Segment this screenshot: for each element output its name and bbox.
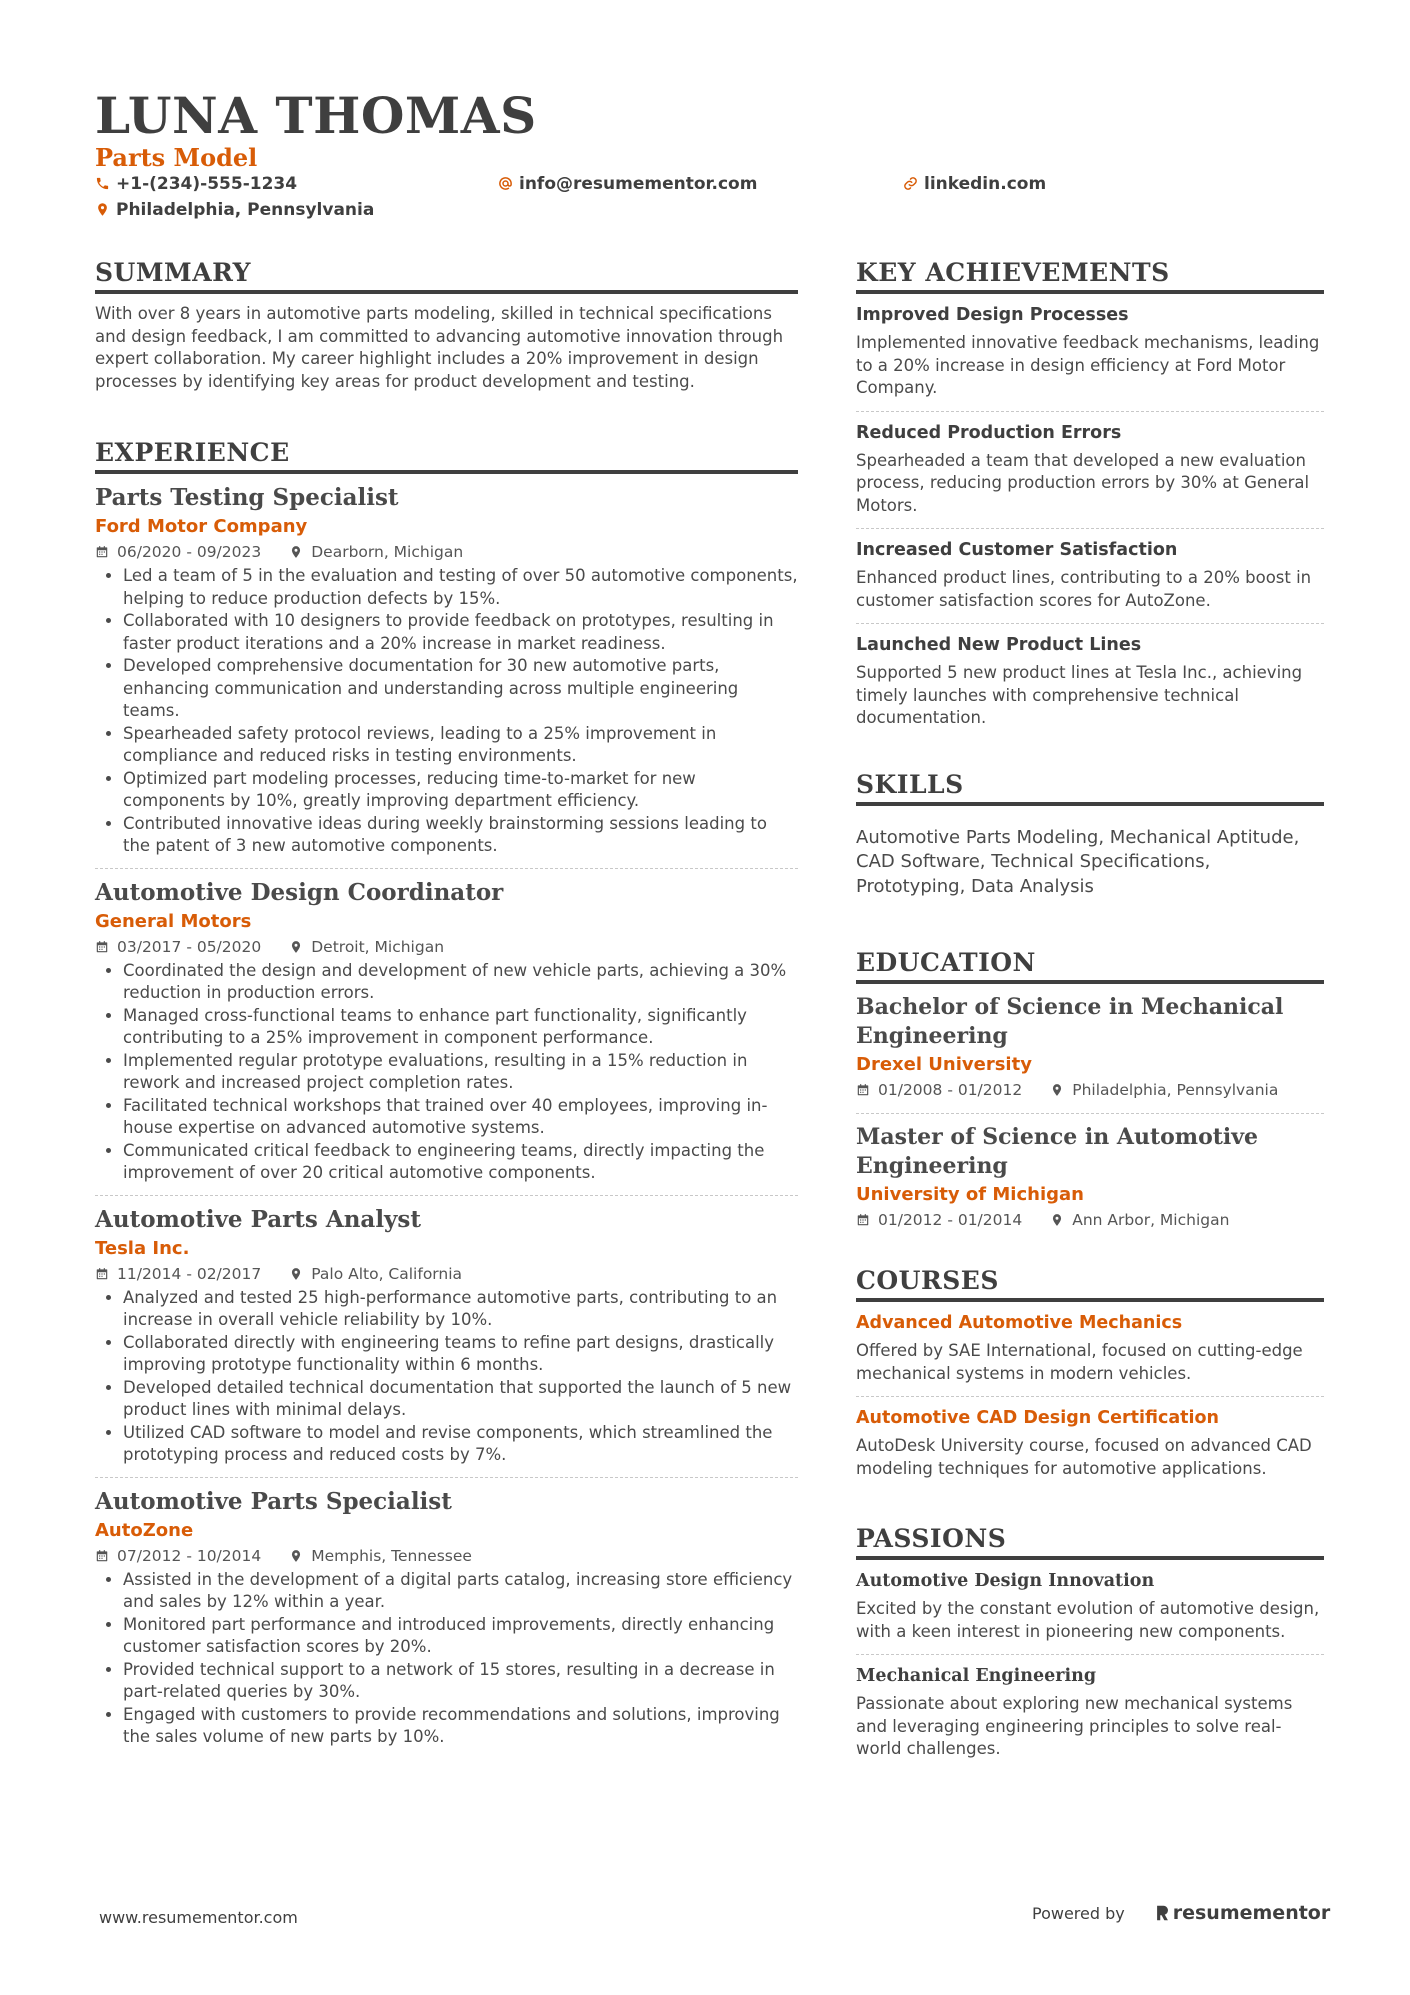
- resumementor-logo-icon: [1155, 1904, 1170, 1922]
- course-text: AutoDesk University course, focused on advanced CAD modeling techniques for automotive applications.: [856, 1436, 1312, 1478]
- achievement-item: [856, 529, 1324, 624]
- location: Memphis, Tennessee: [311, 1546, 472, 1565]
- skills-text: Automotive Parts Modeling, Mechanical Aptitude, CAD Software, Technical Specifications, Prototyping, Data Analysis: [856, 826, 1300, 897]
- experience-heading: EXPERIENCE: [95, 436, 798, 474]
- calendar-icon: [95, 940, 109, 954]
- education-heading: EDUCATION: [856, 946, 1324, 984]
- company-name: Ford Motor Company: [95, 516, 308, 537]
- location-pin-icon: [289, 545, 303, 559]
- job-bullet: • Collaborated directly with engineering teams to refine part designs, drastically improving prototype functionality within 6 months.: [123, 1332, 798, 1377]
- dates: 11/2014 - 02/2017: [117, 1264, 262, 1283]
- job-bullet: • Communicated critical feedback to engineering teams, directly impacting the improvement of over 20 critical automotive components.: [123, 1140, 798, 1185]
- location-pin-icon: [289, 940, 303, 954]
- job-bullet: • Implemented regular prototype evaluations, resulting in a 15% reduction in rework and increased project completion rates.: [123, 1050, 798, 1095]
- education-list: [856, 984, 1324, 1243]
- passions-heading: PASSIONS: [856, 1522, 1324, 1560]
- date-location: [856, 1209, 1324, 1231]
- dates: 03/2017 - 05/2020: [117, 937, 262, 956]
- skills-section: [856, 768, 1324, 900]
- company-name: AutoZone: [95, 1519, 194, 1541]
- courses-heading: COURSES: [856, 1264, 1324, 1302]
- passion-title: Mechanical Engineering: [856, 1666, 1097, 1686]
- achievements-section: [856, 256, 1324, 741]
- link-icon: [903, 176, 918, 191]
- footer-website[interactable]: www.resumementor.com: [99, 1908, 298, 1927]
- job-bullet: • Managed cross-functional teams to enhance part functionality, significantly contributing to a 25% improvement in component performance.: [123, 1005, 798, 1050]
- achievement-title: Increased Customer Satisfaction: [856, 540, 1178, 560]
- date-location: [95, 936, 798, 958]
- job-bullets: [95, 565, 798, 858]
- location: Detroit, Michigan: [311, 937, 445, 956]
- school-name: University of Michigan: [856, 1184, 1084, 1205]
- date-location: [95, 1263, 798, 1285]
- passion-list: [856, 1560, 1324, 1772]
- education-item: [856, 1114, 1324, 1243]
- phone-icon: [95, 176, 110, 191]
- location-pin-icon: [289, 1267, 303, 1281]
- achievement-list: [856, 294, 1324, 741]
- achievement-item: [856, 294, 1324, 412]
- experience-section: [95, 436, 798, 1759]
- dates: 06/2020 - 09/2023: [117, 543, 262, 561]
- job-bullet: • Contributed innovative ideas during weekly brainstorming sessions leading to the patent of 3 new automotive components.: [123, 813, 798, 858]
- job-entry: [95, 869, 798, 1196]
- brand-name: resumementor: [1172, 1902, 1331, 1924]
- location: Philadelphia, Pennsylvania: [1072, 1081, 1279, 1099]
- dates: 01/2012 - 01/2014: [878, 1211, 1023, 1229]
- job-bullets: [95, 960, 798, 1185]
- achievement-item: [856, 412, 1324, 530]
- location-pin-icon: [95, 202, 110, 217]
- at-icon: [498, 176, 513, 191]
- course-title: Advanced Automotive Mechanics: [856, 1313, 1183, 1333]
- right-column: [856, 256, 1324, 1772]
- dates: 07/2012 - 10/2014: [117, 1546, 262, 1565]
- summary-heading: SUMMARY: [95, 256, 798, 294]
- passion-item: [856, 1560, 1324, 1655]
- candidate-role: Parts Model: [95, 143, 258, 172]
- contact-email[interactable]: [498, 174, 757, 194]
- date-location: [95, 1545, 798, 1567]
- dates: 01/2008 - 01/2012: [878, 1081, 1023, 1099]
- email-text: info@resumementor.com: [519, 174, 758, 194]
- course-title: Automotive CAD Design Certification: [856, 1408, 1219, 1428]
- job-title: Automotive Design Coordinator: [95, 878, 504, 906]
- location: Dearborn, Michigan: [311, 543, 464, 561]
- contact-linkedin[interactable]: [903, 174, 1046, 194]
- job-bullet: • Provided technical support to a network of 15 stores, resulting in a decrease in part-related queries by 30%.: [123, 1659, 798, 1704]
- job-title: Automotive Parts Specialist: [95, 1487, 452, 1515]
- course-item: [856, 1302, 1324, 1397]
- achievement-text: Implemented innovative feedback mechanisms, leading to a 20% increase in design efficiency at Ford Motor Company.: [856, 333, 1320, 397]
- job-bullet: • Optimized part modeling processes, reducing time-to-market for new components by 10%, greatly improving department efficiency.: [123, 768, 798, 813]
- calendar-icon: [95, 1267, 109, 1281]
- job-bullets: [95, 1569, 798, 1749]
- course-item: [856, 1397, 1324, 1491]
- courses-section: [856, 1264, 1324, 1491]
- linkedin-text: linkedin.com: [924, 174, 1047, 194]
- job-bullet: • Engaged with customers to provide recommendations and solutions, improving the sales volume of new parts by 10%.: [123, 1704, 798, 1749]
- job-bullet: • Assisted in the development of a digital parts catalog, increasing store efficiency and sales by 12% within a year.: [123, 1569, 798, 1614]
- job-bullets: [95, 1287, 798, 1467]
- summary-section: [95, 256, 798, 393]
- achievement-text: Spearheaded a team that developed a new evaluation process, reducing production errors by 30% at General Motors.: [856, 450, 1310, 515]
- job-bullet: • Collaborated with 10 designers to provide feedback on prototypes, resulting in faster product iterations and a 20% increase in market readiness.: [123, 610, 798, 655]
- course-list: [856, 1302, 1324, 1491]
- skills-heading: SKILLS: [856, 768, 1324, 806]
- job-bullet: • Developed detailed technical documentation that supported the launch of 5 new product lines with minimal delays.: [123, 1377, 798, 1422]
- job-bullet: • Analyzed and tested 25 high-performance automotive parts, contributing to an increase in overall vehicle reliability by 10%.: [123, 1287, 798, 1332]
- degree-title: Master of Science in Automotive Engineering: [856, 1124, 1259, 1179]
- calendar-icon: [95, 545, 109, 559]
- calendar-icon: [95, 1549, 109, 1563]
- achievement-item: [856, 624, 1324, 741]
- location: Palo Alto, California: [311, 1264, 463, 1283]
- calendar-icon: [856, 1213, 870, 1227]
- location-pin-icon: [289, 1549, 303, 1563]
- job-list: [95, 474, 798, 1759]
- achievement-title: Reduced Production Errors: [856, 422, 1122, 443]
- date-location: [856, 1079, 1324, 1101]
- job-entry: [95, 1196, 798, 1478]
- date-location: [95, 541, 798, 563]
- achievement-title: Improved Design Processes: [856, 305, 1129, 325]
- job-title: Automotive Parts Analyst: [95, 1205, 421, 1233]
- contact-location: [95, 200, 374, 220]
- candidate-name: LUNA THOMAS: [95, 86, 537, 145]
- passion-text: Passionate about exploring new mechanical systems and leveraging engineering principles to solve real-world challenges.: [856, 1694, 1293, 1758]
- course-text: Offered by SAE International, focused on cutting-edge mechanical systems in modern vehicles.: [856, 1341, 1303, 1383]
- left-column: [95, 256, 798, 1759]
- achievement-text: Supported 5 new product lines at Tesla Inc., achieving timely launches with comprehensive technical documentation.: [856, 663, 1303, 727]
- job-bullet: • Utilized CAD software to model and revise components, which streamlined the prototyping process and reduced costs by 7%.: [123, 1422, 798, 1467]
- passion-title: Automotive Design Innovation: [856, 1571, 1155, 1591]
- company-name: General Motors: [95, 910, 252, 932]
- job-bullet: • Facilitated technical workshops that trained over 40 employees, improving in-house expertise on advanced automotive systems.: [123, 1095, 798, 1140]
- achievement-title: Launched New Product Lines: [856, 635, 1142, 655]
- summary-text: With over 8 years in automotive parts modeling, skilled in technical specifications and design feedback, I am committed to advancing automotive innovation through expert collaboration. My career highlight includes a 20% improvement in design processes by identifying key areas for product development and testing.: [95, 304, 784, 391]
- location-text: Philadelphia, Pennsylvania: [116, 200, 375, 220]
- job-entry: [95, 474, 798, 869]
- degree-title: Bachelor of Science in Mechanical Engineering: [856, 994, 1284, 1049]
- location-pin-icon: [1050, 1213, 1064, 1227]
- powered-by-label: Powered by: [1032, 1904, 1125, 1923]
- education-section: [856, 946, 1324, 1243]
- job-entry: [95, 1478, 798, 1759]
- company-name: Tesla Inc.: [95, 1237, 190, 1259]
- phone-text: +1-(234)-555-1234: [116, 174, 298, 194]
- job-bullet: • Led a team of 5 in the evaluation and testing of over 50 automotive components, helping to reduce production defects by 15%.: [123, 565, 798, 610]
- location-pin-icon: [1050, 1083, 1064, 1097]
- achievements-heading: KEY ACHIEVEMENTS: [856, 256, 1324, 294]
- job-bullet: • Coordinated the design and development of new vehicle parts, achieving a 30% reduction in production errors.: [123, 960, 798, 1005]
- calendar-icon: [856, 1083, 870, 1097]
- education-item: [856, 984, 1324, 1114]
- passions-section: [856, 1522, 1324, 1772]
- job-bullet: • Monitored part performance and introduced improvements, directly enhancing customer satisfaction scores by 20%.: [123, 1614, 798, 1659]
- achievement-text: Enhanced product lines, contributing to a 20% boost in customer satisfaction scores for AutoZone.: [856, 568, 1312, 610]
- job-title: Parts Testing Specialist: [95, 484, 399, 511]
- location: Ann Arbor, Michigan: [1072, 1211, 1230, 1229]
- contact-phone: [95, 174, 297, 194]
- school-name: Drexel University: [856, 1054, 1032, 1075]
- job-bullet: • Developed comprehensive documentation for 30 new automotive parts, enhancing communication and understanding across multiple engineering teams.: [123, 655, 798, 723]
- footer-powered: [1032, 1902, 1330, 1924]
- passion-text: Excited by the constant evolution of automotive design, with a keen interest in pioneering new components.: [856, 1599, 1320, 1641]
- passion-item: [856, 1655, 1324, 1772]
- job-bullet: • Spearheaded safety protocol reviews, leading to a 25% improvement in compliance and reduced risks in testing environments.: [123, 723, 798, 768]
